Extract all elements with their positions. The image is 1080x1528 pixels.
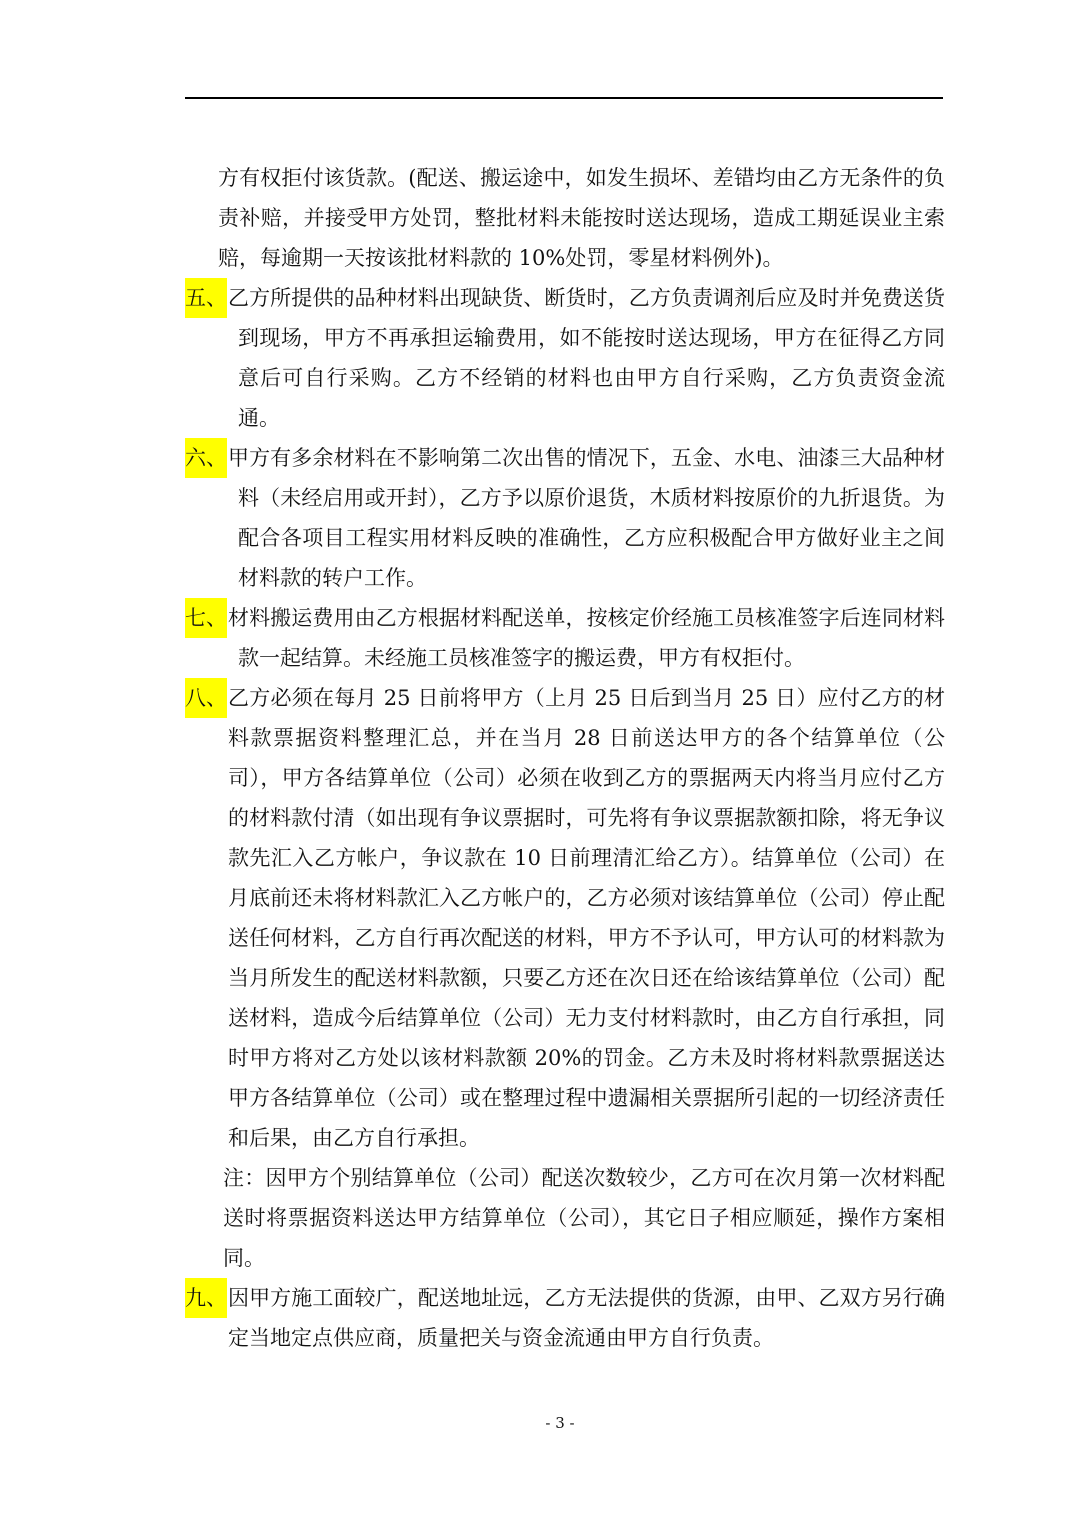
clause-text: 材料搬运费用由乙方根据材料配送单，按核定价经施工员核准签字后连同材料款一起结算。未经施工员核准签字的搬运费，甲方有权拒付。 [228,606,945,670]
clause-8 [185,678,945,1158]
header-rule [185,97,943,99]
clause-number-highlight: 八、 [185,678,227,718]
clause-5 [185,278,945,438]
clause-number-highlight: 九、 [185,1278,227,1318]
clause-number [185,598,228,638]
clause-text: 乙方必须在每月 25 日前将甲方（上月 25 日后到当月 25 日）应付乙方的材料款票据资料整理汇总，并在当月 28 日前送达甲方的各个结算单位（公司），甲方各结算单位（公司）必须在收到乙方的票据两天内将当月应付乙方的材料款付清（如出现有争议票据时，可先将有争议票据款额扣除，将无争议款先汇入乙方帐户，争议款在 10 日前理清汇给乙方）。结算单位（公司）在月底前还未将材料款汇入乙方帐户的，乙方必须对该结算单位（公司）停止配送任何材料，乙方自行再次配送的材料，甲方不予认可，甲方认可的材料款为当月所发生的配送材料款额，只要乙方还在次日还在给该结算单位（公司）配送材料，造成今后结算单位（公司）无力支付材料款时，由乙方自行承担，同时甲方将对乙方处以该材料款额 20%的罚金。乙方未及时将材料款票据送达甲方各结算单位（公司）或在整理过程中遗漏相关票据所引起的一切经济责任和后果，由乙方自行承担。 [228,686,945,1150]
clause-number [185,1278,228,1318]
clause-number [185,278,228,318]
clause-number [185,678,228,718]
clause-number-highlight: 六、 [185,438,227,478]
clause-text: 因甲方施工面较广，配送地址远，乙方无法提供的货源，由甲、乙双方另行确定当地定点供应商，质量把关与资金流通由甲方自行负责。 [228,1286,945,1350]
clause-8-note: 注：因甲方个别结算单位（公司）配送次数较少，乙方可在次月第一次材料配送时将票据资料送达甲方结算单位（公司），其它日子相应顺延，操作方案相同。 [223,1166,945,1270]
document-body [185,158,945,1358]
clause-text: 甲方有多余材料在不影响第二次出售的情况下，五金、水电、油漆三大品种材料（未经启用或开封），乙方予以原价退货，木质材料按原价的九折退货。为配合各项目工程实用材料反映的准确性，乙方应积极配合甲方做好业主之间材料款的转户工作。 [228,446,945,590]
clause-number-highlight: 七、 [185,598,227,638]
page-number: - 3 - [545,1414,575,1432]
clause-number [185,438,228,478]
clause-number-highlight: 五、 [185,278,227,318]
clause-text: 乙方所提供的品种材料出现缺货、断货时，乙方负责调剂后应及时并免费送货到现场，甲方不再承担运输费用，如不能按时送达现场，甲方在征得乙方同意后可自行采购。乙方不经销的材料也由甲方自行采购，乙方负责资金流通。 [228,286,945,430]
clause-7 [185,598,945,678]
continuation-paragraph: 方有权拒付该货款。(配送、搬运途中，如发生损坏、差错均由乙方无条件的负责补赔，并接受甲方处罚，整批材料未能按时送达现场，造成工期延误业主索赔，每逾期一天按该批材料款的 10%处罚，零星材料例外)。 [218,166,945,270]
clause-6 [185,438,945,598]
clause-9 [185,1278,945,1358]
